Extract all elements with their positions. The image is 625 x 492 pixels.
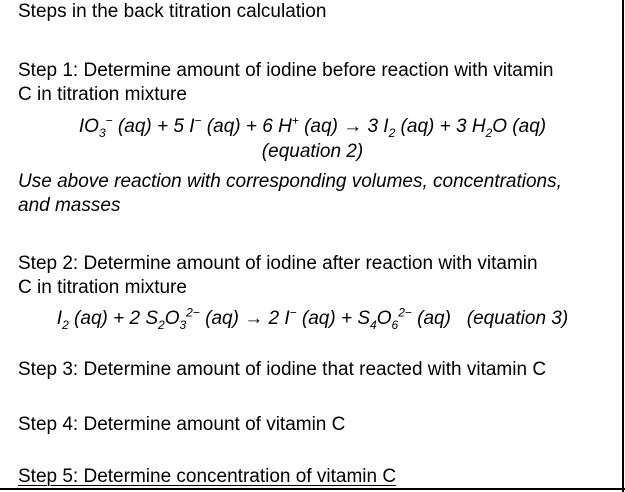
eq2-sub-a: 3 xyxy=(98,125,106,140)
eq2-part-d: (aq) → 3 I xyxy=(298,116,389,137)
equation-2-label: (equation 2) xyxy=(261,141,364,162)
eq2-sup-c: + xyxy=(291,113,299,128)
eq2-part-a: IO xyxy=(78,116,99,137)
eq2-part-c: (aq) + 6 H xyxy=(201,116,292,137)
step1-line1: Step 1: Determine amount of iodine before reaction with vitamin xyxy=(18,60,554,81)
eq3-part-d: (aq) → 2 I xyxy=(199,308,290,329)
eq3-sup-c: 2− xyxy=(186,305,200,320)
right-border xyxy=(622,0,624,492)
eq3-sub-c: 3 xyxy=(179,317,187,332)
page-title: Steps in the back titration calculation xyxy=(18,1,327,22)
eq2-part-e: (aq) + 3 H xyxy=(395,116,486,137)
step1-note-line2: and masses xyxy=(18,195,121,216)
eq2-sup-a: − xyxy=(105,113,113,128)
bottom-border xyxy=(0,488,625,490)
eq3-part-e: (aq) + S xyxy=(296,308,371,329)
eq2-sup-b: − xyxy=(194,113,202,128)
eq2-sub-e: 2 xyxy=(485,125,493,140)
eq3-part-f: O xyxy=(376,308,392,329)
step5-line: Step 5: Determine concentration of vitamin C xyxy=(18,466,397,487)
eq2-part-b: (aq) + 5 I xyxy=(112,116,195,137)
eq3-sub-f: 6 xyxy=(391,317,399,332)
eq3-sub-a: 2 xyxy=(62,317,69,332)
eq3-part-b: (aq) + 2 S xyxy=(68,308,159,329)
eq3-part-g: (aq) (equation 3) xyxy=(411,308,569,329)
eq2-part-f: O (aq) xyxy=(492,116,547,137)
step2-line2: C in titration mixture xyxy=(18,277,187,298)
eq2-sub-d: 2 xyxy=(388,125,396,140)
step4-line: Step 4: Determine amount of vitamin C xyxy=(18,414,346,435)
eq3-part-c: O xyxy=(164,308,180,329)
eq3-sub-e: 4 xyxy=(370,317,377,332)
step1-note-line1: Use above reaction with corresponding volumes, concentrations, xyxy=(18,171,562,192)
equation-2 xyxy=(0,113,625,140)
eq3-sup-d: − xyxy=(289,305,297,320)
step3-line: Step 3: Determine amount of iodine that reacted with vitamin C xyxy=(18,359,547,380)
step1-line2: C in titration mixture xyxy=(18,84,187,105)
step2-line1: Step 2: Determine amount of iodine after reaction with vitamin xyxy=(18,253,538,274)
eq3-sup-f: 2− xyxy=(398,305,412,320)
equation-3 xyxy=(0,305,625,332)
eq3-part-a: I xyxy=(56,308,63,329)
eq3-sub-b: 2 xyxy=(158,317,165,332)
